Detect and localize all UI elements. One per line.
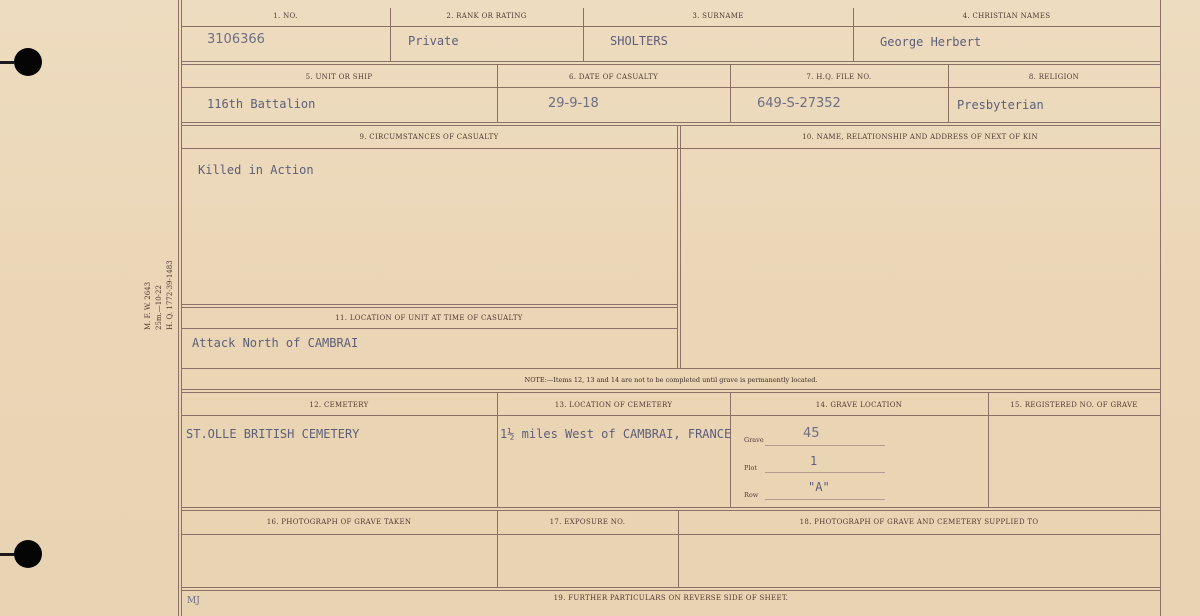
religion-value: Presbyterian (957, 98, 1044, 112)
rule (181, 64, 1161, 65)
christian-names-value: George Herbert (880, 35, 982, 49)
header-next-of-kin: 10. NAME, RELATIONSHIP AND ADDRESS OF NEXT OF KIN (802, 133, 1038, 141)
divider (677, 126, 678, 368)
header-cemetery: 12. CEMETERY (309, 401, 369, 409)
rule (181, 122, 1161, 123)
rule (181, 507, 1161, 508)
divider (988, 393, 989, 507)
rule (765, 472, 885, 473)
rule (765, 445, 885, 446)
punch-hole-bottom-tab (0, 553, 14, 556)
right-border (1160, 0, 1161, 616)
divider (730, 393, 731, 507)
header-photo-taken: 16. PHOTOGRAPH OF GRAVE TAKEN (266, 518, 412, 526)
header-registered-no: 15. REGISTERED NO. OF GRAVE (1010, 401, 1138, 409)
rule (181, 61, 1161, 62)
header-religion: 8. RELIGION (1028, 73, 1080, 81)
rule (181, 389, 1161, 390)
cemetery-location-value: 1½ miles West of CAMBRAI, FRANCE (500, 427, 732, 441)
rule (181, 587, 1161, 588)
punch-hole-top-tab (0, 61, 14, 64)
circumstances-value: Killed in Action (198, 163, 314, 177)
header-further-particulars: 19. FURTHER PARTICULARS ON REVERSE SIDE OF SHEET. (553, 594, 789, 602)
surname-value: SHOLTERS (610, 34, 668, 48)
rule (181, 26, 1161, 27)
cemetery-value: ST.OLLE BRITISH CEMETERY (186, 427, 360, 441)
clerk-initials: MJ (187, 596, 200, 606)
punch-hole-bottom (14, 540, 42, 568)
header-grave-location: 14. GRAVE LOCATION (815, 401, 903, 409)
header-location-of-unit: 11. LOCATION OF UNIT AT TIME OF CASUALTY (335, 314, 523, 322)
grave-label: Grave (744, 436, 764, 444)
grave-number: 45 (803, 426, 820, 441)
rank-value: Private (408, 34, 459, 48)
punch-hole-top (14, 48, 42, 76)
header-date: 6. DATE OF CASUALTY (568, 73, 659, 81)
service-number: 3106366 (207, 32, 265, 47)
rule (181, 125, 1161, 126)
rule (181, 415, 1161, 416)
form-code-2: 25m.—10-22 (155, 285, 163, 330)
header-file: 7. H.Q. FILE NO. (806, 73, 872, 81)
rule (181, 590, 1161, 591)
header-surname: 3. SURNAME (692, 12, 744, 20)
form-code-1: M. F. W. 2643 (144, 281, 152, 330)
date-value: 29-9-18 (548, 96, 599, 111)
rule (765, 499, 885, 500)
file-value: 649-S-27352 (757, 96, 841, 111)
header-christian-names: 4. CHRISTIAN NAMES (962, 12, 1051, 20)
plot-number: 1 (810, 454, 818, 468)
header-rank: 2. RANK OR RATING (446, 12, 527, 20)
divider (497, 393, 498, 507)
rule (181, 304, 677, 305)
rule (181, 510, 1161, 511)
header-photo-supplied: 18. PHOTOGRAPH OF GRAVE AND CEMETERY SUPPLIED TO (799, 518, 1039, 526)
location-of-unit-value: Attack North of CAMBRAI (192, 336, 359, 350)
header-exposure: 17. EXPOSURE NO. (549, 518, 626, 526)
header-cemetery-location: 13. LOCATION OF CEMETERY (554, 401, 673, 409)
rule (181, 392, 1161, 393)
unit-value: 116th Battalion (207, 97, 316, 111)
rule (181, 328, 677, 329)
plot-label: Plot (744, 464, 757, 472)
rule (181, 307, 677, 308)
rule (181, 87, 1161, 88)
note-text: NOTE:—Items 12, 13 and 14 are not to be completed until grave is permanently located. (524, 376, 818, 384)
header-no: 1. NO. (273, 12, 298, 20)
header-circumstances: 9. CIRCUMSTANCES OF CASUALTY (359, 133, 499, 141)
row-label: Row (744, 491, 759, 499)
rule (181, 368, 1161, 369)
rule (181, 148, 1161, 149)
row-letter: "A" (808, 480, 830, 494)
rule (181, 534, 1161, 535)
form-code-3: H. Q. 1772-39-1483 (166, 260, 174, 330)
divider (680, 126, 681, 368)
left-border (178, 0, 179, 616)
header-unit: 5. UNIT OR SHIP (305, 73, 373, 81)
